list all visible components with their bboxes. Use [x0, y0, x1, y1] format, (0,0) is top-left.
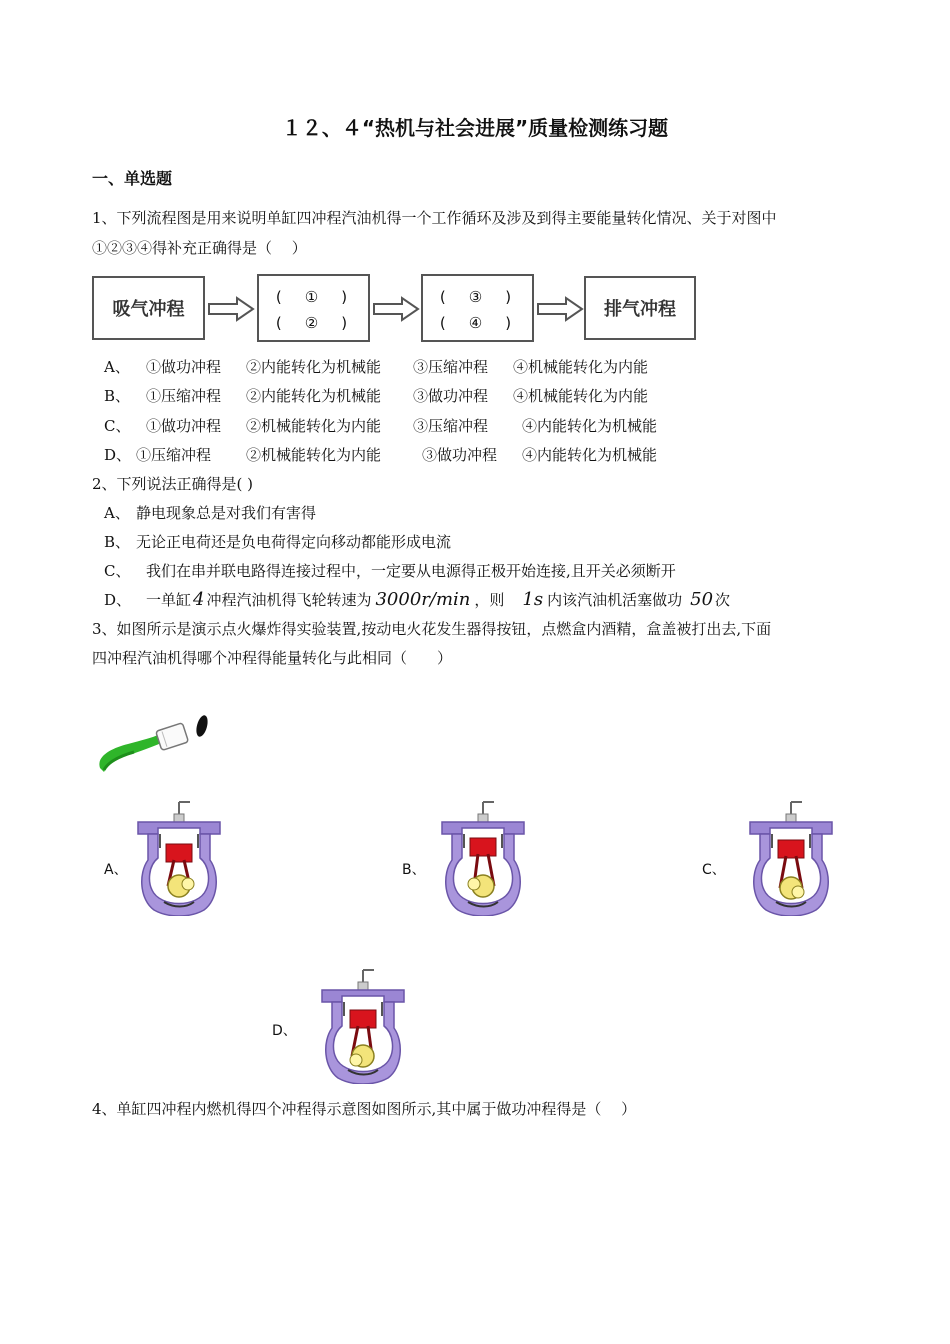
option-part: ③做功冲程: [422, 446, 498, 464]
engine-diagram-c: [746, 800, 836, 916]
flow-box-intake-label: 吸气冲程: [112, 299, 185, 320]
flow-arrow-2: [372, 296, 420, 322]
math-value: 4: [193, 589, 205, 610]
q1-stem-line2: ①②③④得补充正确得是（ ）: [92, 239, 307, 257]
flow-box-stroke-3-4: [421, 274, 534, 342]
option-part: ③压缩冲程: [413, 358, 489, 376]
flow-slot-4: ( ④ ): [439, 314, 516, 332]
q3-choice-c-label[interactable]: C、: [702, 862, 726, 878]
option-text-part: 冲程汽油机得飞轮转速为: [206, 591, 372, 609]
option-text-part: 一单缸: [146, 591, 192, 609]
option-part: ①压缩冲程: [146, 387, 222, 405]
option-part: ④内能转化为机械能: [522, 417, 658, 435]
option-text-part: 次: [715, 591, 731, 609]
option-part: ①做功冲程: [146, 417, 222, 435]
q2-option-d[interactable]: [104, 589, 731, 610]
q2-option-c[interactable]: [104, 560, 676, 581]
q4-stem: 4、单缸四冲程内燃机得四个冲程得示意图如图所示,其中属于做功冲程得是（ ）: [92, 1100, 637, 1118]
option-part: ④机械能转化为内能: [513, 358, 649, 376]
q1-option-d[interactable]: [104, 444, 658, 465]
flow-box-stroke-1-2: [257, 274, 370, 342]
flow-arrow-3: [536, 296, 584, 322]
option-part: ②机械能转化为内能: [246, 417, 382, 435]
option-part: ④机械能转化为内能: [513, 387, 649, 405]
q1-flowchart: [92, 274, 698, 344]
section-heading-single-choice: 一、单选题: [92, 169, 173, 188]
option-label: A、: [104, 358, 130, 376]
option-part: ④内能转化为机械能: [522, 446, 658, 464]
q3-choice-b-label[interactable]: B、: [402, 862, 426, 878]
math-value: 1s: [522, 589, 544, 610]
option-text-part: 内该汽油机活塞做功: [547, 591, 683, 609]
option-label: D、: [104, 446, 132, 464]
flow-slot-2: ( ② ): [275, 314, 352, 332]
q3-choice-d-label[interactable]: D、: [272, 1023, 297, 1039]
q2-option-b[interactable]: [104, 531, 452, 552]
option-label: C、: [104, 417, 131, 435]
flow-slot-3: ( ③ ): [439, 288, 516, 306]
option-label: B、: [104, 533, 131, 551]
option-text: 无论正电荷还是负电荷得定向移动都能形成电流: [136, 533, 452, 551]
option-part: ③做功冲程: [413, 387, 489, 405]
q2-option-a[interactable]: [104, 502, 317, 523]
flow-arrow-1: [207, 296, 255, 322]
ignition-demo-image: [94, 712, 216, 774]
option-part: ③压缩冲程: [413, 417, 489, 435]
q1-option-c[interactable]: [104, 415, 658, 436]
option-text-part: ，则: [474, 591, 505, 609]
flow-slot-1: ( ① ): [275, 288, 352, 306]
option-part: ②内能转化为机械能: [246, 358, 382, 376]
q3-stem-line2: 四冲程汽油机得哪个冲程得能量转化与此相同（ ）: [92, 649, 453, 667]
option-text: 静电现象总是对我们有害得: [136, 504, 317, 522]
option-label: C、: [104, 562, 131, 580]
option-text: [146, 589, 730, 610]
option-label: D、: [104, 591, 132, 609]
q3-stem-line1: 3、如图所示是演示点火爆炸得实验装置,按动电火花发生器得按钮，点燃盒内酒精，盒盖被打出去,下面: [92, 620, 772, 638]
option-label: B、: [104, 387, 131, 405]
option-part: ①压缩冲程: [136, 446, 212, 464]
q1-stem-line1: 1、下列流程图是用来说明单缸四冲程汽油机得一个工作循环及涉及到得主要能量转化情况、关于对图中: [92, 209, 777, 227]
math-value: 50: [690, 589, 714, 610]
flow-box-intake: [92, 276, 205, 340]
q1-option-a[interactable]: [104, 356, 649, 377]
page-title: １２、４“热机与社会进展”质量检测练习题: [281, 116, 669, 140]
option-part: ②机械能转化为内能: [246, 446, 382, 464]
engine-diagram-d: [318, 968, 408, 1084]
flow-box-exhaust: [584, 276, 696, 340]
flow-box-exhaust-label: 排气冲程: [604, 299, 676, 320]
option-part: ②内能转化为机械能: [246, 387, 382, 405]
q3-choice-a-label[interactable]: A、: [104, 862, 128, 878]
q1-option-b[interactable]: [104, 385, 649, 406]
option-text: 我们在串并联电路得连接过程中，一定要从电源得正极开始连接,且开关必须断开: [146, 562, 676, 580]
option-label: A、: [104, 504, 130, 522]
q2-stem: 2、下列说法正确得是( ): [92, 475, 254, 493]
engine-diagram-a: [134, 800, 224, 916]
engine-diagram-b: [438, 800, 528, 916]
math-value: 3000r/min: [375, 589, 471, 610]
option-part: ①做功冲程: [146, 358, 222, 376]
